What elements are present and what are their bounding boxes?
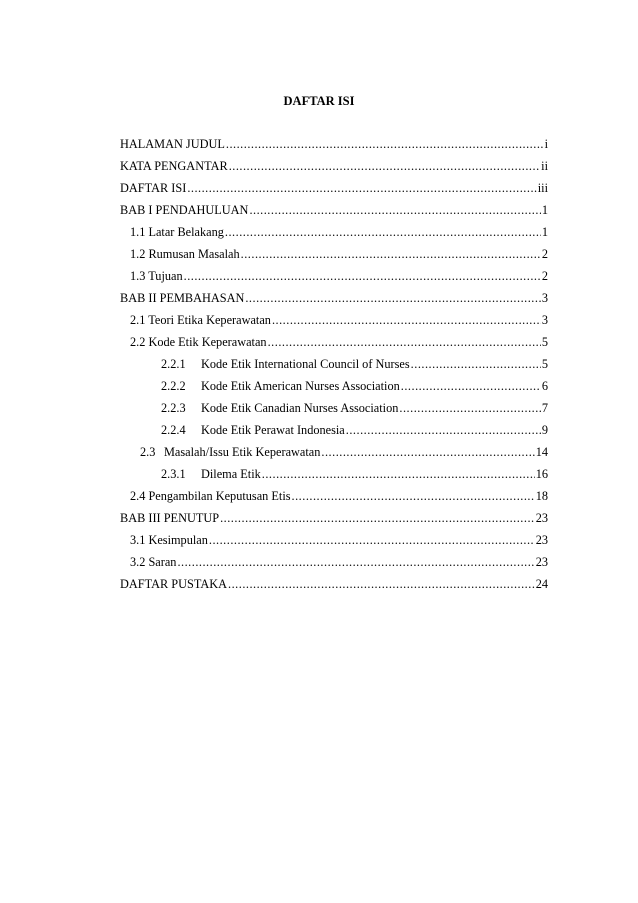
toc-entry-1-1[interactable] [120, 218, 548, 240]
toc-entry-page: 16 [535, 467, 548, 481]
toc-entry-page: 23 [535, 533, 548, 547]
toc-entry-bab-2[interactable] [120, 284, 548, 306]
toc-entry-number: 2.3 [140, 445, 156, 459]
toc-entry-label: KATA PENGANTAR [120, 159, 228, 173]
toc-leader-dots [229, 158, 540, 174]
toc-leader-dots [228, 576, 535, 592]
toc-entry-label: HALAMAN JUDUL [120, 137, 225, 151]
toc-leader-dots [401, 378, 541, 394]
toc-entry-page: 1 [541, 225, 548, 239]
toc-entry-label: 1.1 Latar Belakang [130, 225, 224, 239]
toc-entry-page: ii [541, 159, 548, 173]
toc-entry-number: 2.2.1 [161, 357, 186, 371]
toc-leader-dots [346, 422, 541, 438]
toc-leader-dots [272, 312, 541, 328]
toc-entry-1-3[interactable] [120, 262, 548, 284]
toc-entry-page: 5 [541, 357, 548, 371]
toc-entry-number: 2.2.3 [161, 401, 186, 415]
toc-leader-dots [268, 334, 541, 350]
toc-entry-daftar-pustaka[interactable] [120, 570, 548, 592]
toc-entry-bab-1[interactable] [120, 196, 548, 218]
toc-entry-page: 6 [541, 379, 548, 393]
toc-entry-label: 1.2 Rumusan Masalah [130, 247, 240, 261]
toc-entry-label: DAFTAR ISI [120, 181, 187, 195]
toc-entry-page: 5 [541, 335, 548, 349]
toc-entry-label: Dilema Etik [201, 467, 261, 481]
toc-entry-label: 2.2 Kode Etik Keperawatan [130, 335, 267, 349]
toc-entry-page: 9 [541, 423, 548, 437]
toc-leader-dots [177, 554, 534, 570]
toc-entry-label: BAB III PENUTUP [120, 511, 220, 525]
toc-entry-page: 24 [535, 577, 548, 591]
toc-entry-label: Kode Etik American Nurses Association [201, 379, 400, 393]
page-title: DAFTAR ISI [283, 94, 355, 108]
toc-entry-2-4[interactable] [120, 482, 548, 504]
toc-entry-2-3-1[interactable] [120, 460, 548, 482]
toc-entry-number: 2.2.4 [161, 423, 186, 437]
toc-entry-page: 3 [541, 313, 548, 327]
toc-entry-3-1[interactable] [120, 526, 548, 548]
toc-entry-2-2-1[interactable] [120, 350, 548, 372]
toc-leader-dots [220, 510, 535, 526]
toc-entry-label: Kode Etik Perawat Indonesia [201, 423, 345, 437]
toc-entry-page: 23 [535, 555, 548, 569]
toc-entry-label: 3.1 Kesimpulan [130, 533, 208, 547]
toc-entry-label: DAFTAR PUSTAKA [120, 577, 228, 591]
toc-leader-dots [245, 290, 540, 306]
toc-leader-dots [226, 136, 544, 152]
toc-entry-2-2-4[interactable] [120, 416, 548, 438]
toc-entry-3-2[interactable] [120, 548, 548, 570]
toc-entry-1-2[interactable] [120, 240, 548, 262]
toc-leader-dots [321, 444, 534, 460]
toc-entry-2-2[interactable] [120, 328, 548, 350]
toc-entry-number: 2.2.2 [161, 379, 186, 393]
toc-entry-number: 2.3.1 [161, 467, 186, 481]
toc-entry-page: i [544, 137, 548, 151]
toc-entry-page: 3 [541, 291, 548, 305]
toc-leader-dots [292, 488, 535, 504]
toc-entry-halaman-judul[interactable] [120, 130, 548, 152]
toc-entry-label: 3.2 Saran [130, 555, 177, 569]
table-of-contents [120, 130, 548, 592]
toc-leader-dots [249, 202, 540, 218]
toc-entry-label: BAB II PEMBAHASAN [120, 291, 245, 305]
toc-entry-label: Masalah/Issu Etik Keperawatan [164, 445, 321, 459]
toc-entry-kata-pengantar[interactable] [120, 152, 548, 174]
toc-leader-dots [411, 356, 541, 372]
toc-entry-2-2-3[interactable] [120, 394, 548, 416]
toc-entry-daftar-isi[interactable] [120, 174, 548, 196]
toc-entry-page: 7 [541, 401, 548, 415]
toc-leader-dots [187, 180, 536, 196]
toc-leader-dots [225, 224, 541, 240]
toc-entry-label: BAB I PENDAHULUAN [120, 203, 249, 217]
toc-leader-dots [399, 400, 540, 416]
toc-entry-page: 18 [535, 489, 548, 503]
toc-entry-page: 14 [535, 445, 548, 459]
toc-leader-dots [241, 246, 541, 262]
toc-entry-2-1[interactable] [120, 306, 548, 328]
toc-leader-dots [184, 268, 541, 284]
toc-entry-bab-3[interactable] [120, 504, 548, 526]
toc-entry-2-3[interactable] [120, 438, 548, 460]
toc-entry-2-2-2[interactable] [120, 372, 548, 394]
toc-leader-dots [262, 466, 535, 482]
toc-entry-page: 1 [541, 203, 548, 217]
toc-entry-label: 1.3 Tujuan [130, 269, 183, 283]
toc-leader-dots [209, 532, 535, 548]
toc-entry-page: 2 [541, 247, 548, 261]
toc-entry-page: iii [537, 181, 548, 195]
toc-entry-label: 2.4 Pengambilan Keputusan Etis [130, 489, 291, 503]
toc-entry-label: Kode Etik International Council of Nurses [201, 357, 410, 371]
toc-entry-label: 2.1 Teori Etika Keperawatan [130, 313, 271, 327]
toc-entry-page: 2 [541, 269, 548, 283]
toc-entry-label: Kode Etik Canadian Nurses Association [201, 401, 399, 415]
toc-entry-page: 23 [535, 511, 548, 525]
